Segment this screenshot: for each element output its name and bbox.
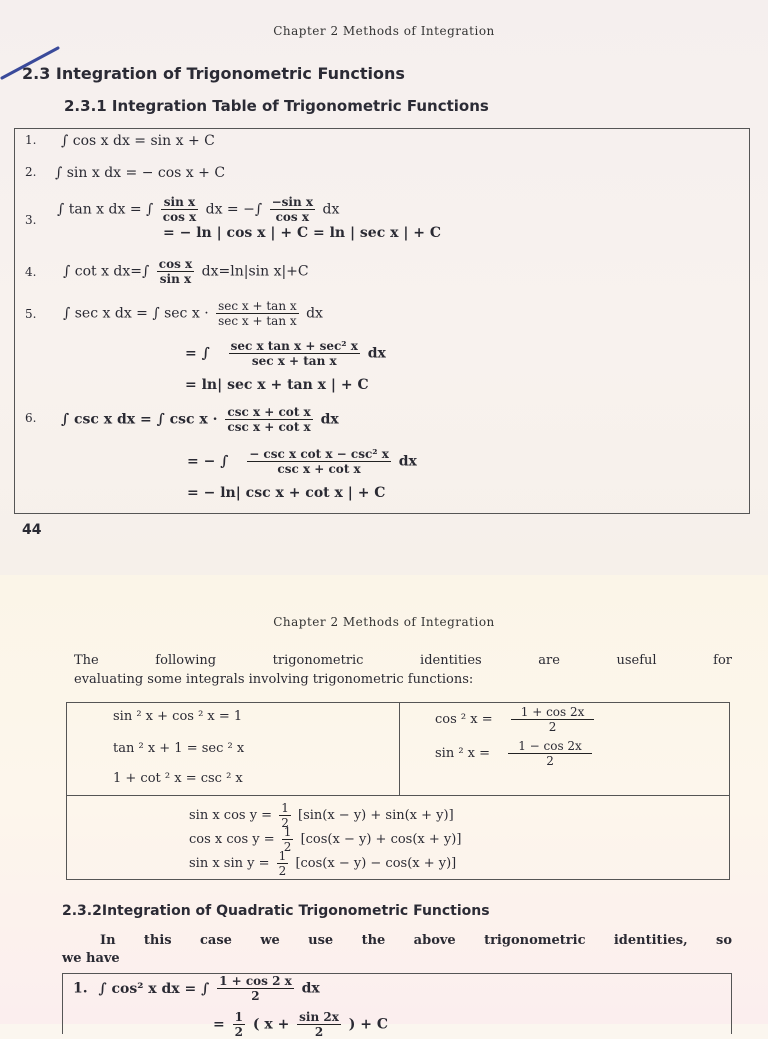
formula-line-2: = − ln | cos x | + C = ln | sec x | + C (163, 225, 442, 241)
page-number: 44 (22, 522, 42, 538)
formula-line-3: = − ln| csc x + cot x | + C (187, 485, 386, 501)
formula: ∫ cos x dx = sin x + C (61, 133, 215, 149)
identity-pythagorean-3: 1 + cot ² x = csc ² x (113, 771, 243, 786)
identity-cos-squared: cos ² x = $\frac{1 + \cos 2x}{2}$ (435, 705, 597, 734)
row-divider (67, 795, 729, 796)
identity-product-3: sin x sin y = $\frac{1}{2}$ [cos(x − y) − cos(x + y)] (189, 849, 457, 878)
identity-pythagorean-1: sin ² x + cos ² x = 1 (113, 709, 243, 724)
formula: ∫ csc x dx = ∫ csc x · $\frac{\text{csc x + cot x}}{\text{csc x + cot x}}$ dx (61, 405, 339, 434)
example-box (62, 973, 732, 1039)
formula-line-2: = − ∫ $\frac{\text{− csc x cot x − csc² x}}{\text{csc x + cot x}}$ dx (187, 447, 417, 476)
chapter-header: Chapter 2 Methods of Integration (273, 615, 495, 629)
integration-table: 1. ∫ cos x dx = sin x + C 2. ∫ sin x dx = − cos x + C 3. ∫ tan x dx = ∫ $\frac{\text{sin x}}{\text{cos x}}$ dx = −∫ $\frac{\text{−sin x}}{\text{cos x}}$ dx = − ln | cos x | + C = ln | sec x | + C 4. ∫ cot x dx=∫ $\frac{\text{cos x}}{\text{sin x}}$ dx=ln|sin x|+C 5. ∫ sec x dx = ∫ sec x · $\frac{\text{sec x + tan x}}{\text{sec x + tan x}}$ dx = ∫ $\frac{\text{sec x tan x + sec² x}}{\text{sec x + tan x}}$ dx = ln| sec x + tan x | + C 6. ∫ csc x dx = ∫ csc x · $\frac{\text{csc x + cot x}}{\text{csc x + cot x}}$ dx = − ∫ $\frac{\text{− csc x cot x − csc² x}}{\text{csc x + cot x}}$ dx = − ln| csc x + cot x | + C (14, 128, 750, 514)
chapter-header: Chapter 2 Methods of Integration (273, 24, 495, 38)
identity-sin-squared: sin ² x = $\frac{1 - \cos 2x}{2}$ (435, 739, 595, 768)
identities-table (66, 702, 730, 880)
column-divider (399, 703, 400, 795)
formula: ∫ cot x dx=∫ $\frac{\text{cos x}}{\text{sin x}}$ dx=ln|sin x|+C (63, 257, 309, 286)
example-1-line-2: = $\frac{1}{2}$ ( x + $\frac{\sin 2x}{2}$ ) + C (213, 1010, 389, 1039)
page-45 (0, 575, 768, 1039)
section-title: 2.3 Integration of Trigonometric Functions (22, 64, 405, 83)
formula-line-2: = ∫ $\frac{\text{sec x tan x + sec² x}}{\text{sec x + tan x}}$ dx (185, 339, 386, 368)
identity-product-2: cos x cos y = $\frac{1}{2}$ [cos(x − y) + cos(x + y)] (189, 825, 462, 854)
intro-line-2: evaluating some integrals involving trigonometric functions: (74, 672, 474, 687)
intro-line-1: The following trigonometric identities are useful for (74, 653, 732, 668)
formula: ∫ sin x dx = − cos x + C (55, 165, 226, 181)
formula-line-3: = ln| sec x + tan x | + C (185, 377, 369, 393)
formula: ∫ sec x dx = ∫ sec x · $\frac{\text{sec x + tan x}}{\text{sec x + tan x}}$ dx (63, 299, 323, 328)
formula: ∫ tan x dx = ∫ $\frac{\text{sin x}}{\text{cos x}}$ dx = −∫ $\frac{\text{−sin x}}{\text{cos x}}$ dx (57, 195, 340, 224)
example-1: 1. ∫ cos² x dx = ∫ $\frac{1 + \cos 2 x}{2}$ dx (73, 974, 320, 1003)
paragraph-line-1: In this case we use the above trigonometric identities, so (100, 933, 732, 948)
subsection-title: 2.3.1 Integration Table of Trigonometric Functions (64, 97, 489, 115)
paragraph-line-2: we have (62, 951, 120, 966)
identity-pythagorean-2: tan ² x + 1 = sec ² x (113, 741, 245, 756)
identity-product-1: sin x cos y = $\frac{1}{2}$ [sin(x − y) + sin(x + y)] (189, 801, 454, 830)
section-title-2-3-2: 2.3.2Integration of Quadratic Trigonometric Functions (62, 903, 490, 919)
